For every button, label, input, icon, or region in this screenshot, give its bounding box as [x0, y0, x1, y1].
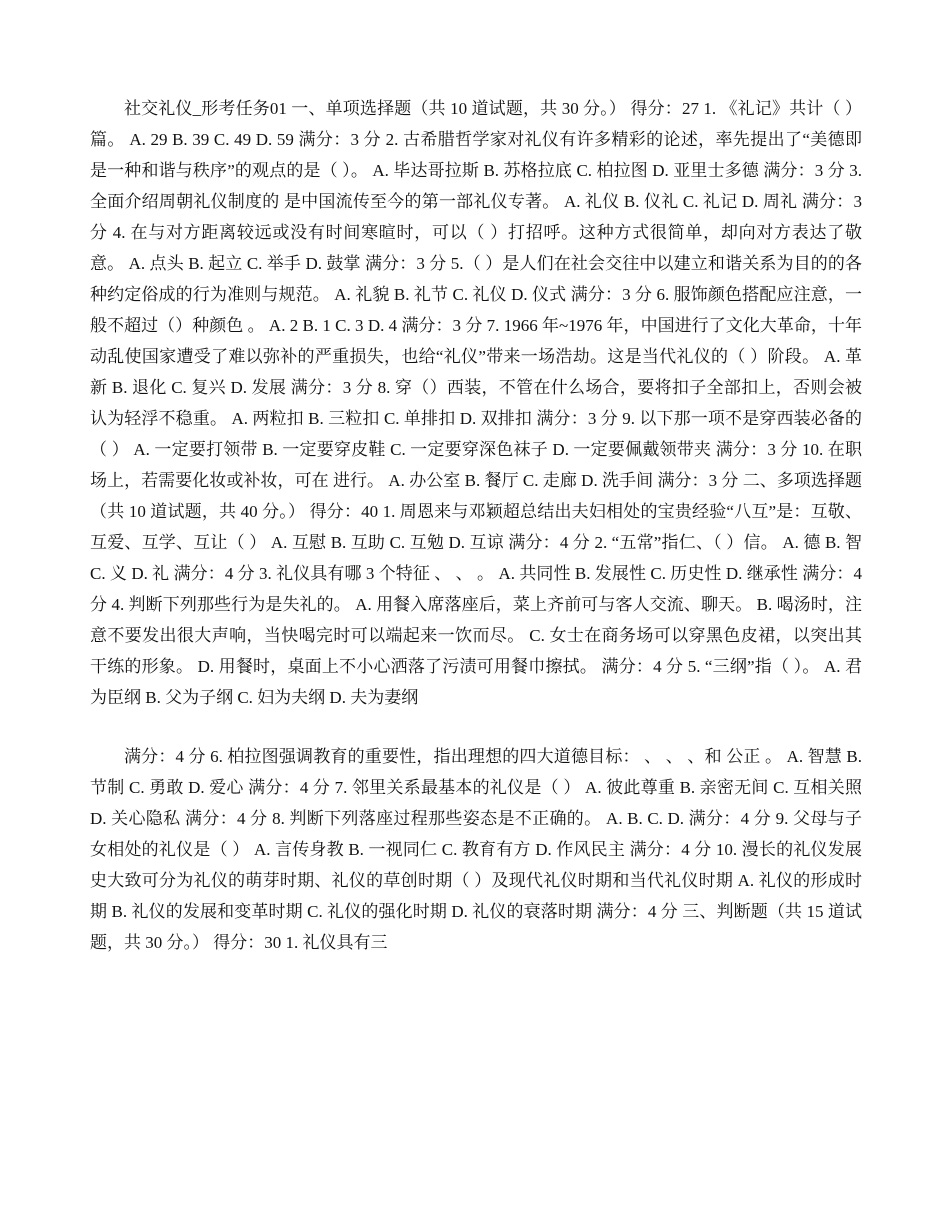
document-page [90, 93, 862, 958]
paragraph-single-and-multi-choice: 社交礼仪_形考任务01 一、单项选择题（共 10 道试题，共 30 分。） 得分：27 1. 《礼记》共计（ ）篇。 A. 29 B. 39 C. 49 D. 59 满分：3 分 2. 古希腊哲学家对礼仪有许多精彩的论述，率先提出了“美德即是一种和谐与秩序”的观点的是（ ）。 A. 毕达哥拉斯 B. 苏格拉底 C. 柏拉图 D. 亚里士多德 满分：3 分 3. 全面介绍周朝礼仪制度的 是中国流传至今的第一部礼仪专著。 A. 礼仪 B. 仪礼 C. 礼记 D. 周礼 满分：3 分 4. 在与对方距离较远或没有时间寒暄时，可以（ ）打招呼。这种方式很简单，却向对方表达了敬意。 A. 点头 B. 起立 C. 举手 D. 鼓掌 满分：3 分 5.（ ）是人们在社会交往中以建立和谐关系为目的的各种约定俗成的行为准则与规范。 A. 礼貌 B. 礼节 C. 礼仪 D. 仪式 满分：3 分 6. 服饰颜色搭配应注意，一般不超过（）种颜色 。 A. 2 B. 1 C. 3 D. 4 满分：3 分 7. 1966 年~1976 年，中国进行了文化大革命，十年动乱使国家遭受了难以弥补的严重损失，也给“礼仪”带来一场浩劫。这是当代礼仪的（ ）阶段。 A. 革新 B. 退化 C. 复兴 D. 发展 满分：3 分 8. 穿（）西装，不管在什么场合，要将扣子全部扣上，否则会被认为轻浮不稳重。 A. 两粒扣 B. 三粒扣 C. 单排扣 D. 双排扣 满分：3 分 9. 以下那一项不是穿西装必备的（ ） A. 一定要打领带 B. 一定要穿皮鞋 C. 一定要穿深色袜子 D. 一定要佩戴领带夹 满分：3 分 10. 在职场上，若需要化妆或补妆，可在 进行。 A. 办公室 B. 餐厅 C. 走廊 D. 洗手间 满分：3 分 二、多项选择题（共 10 道试题，共 40 分。） 得分：40 1. 周恩来与邓颖超总结出夫妇相处的宝贵经验“八互”是：互敬、互爱、互学、互让（ ） A. 互慰 B. 互助 C. 互勉 D. 互谅 满分：4 分 2. “五常”指仁、（ ）信。 A. 德 B. 智 C. 义 D. 礼 满分：4 分 3. 礼仪具有哪 3 个特征 、 、 。 A. 共同性 B. 发展性 C. 历史性 D. 继承性 满分：4 分 4. 判断下列那些行为是失礼的。 A. 用餐入席落座后，菜上齐前可与客人交流、聊天。 B. 喝汤时，注意不要发出很大声响，当快喝完时可以端起来一饮而尽。 C. 女士在商务场可以穿黑色皮裙，以突出其干练的形象。 D. 用餐时，桌面上不小心洒落了污渍可用餐巾擦拭。 满分：4 分 5. “三纲”指（ ）。 A. 君为臣纲 B. 父为子纲 C. 妇为夫纲 D. 夫为妻纲 [90, 99, 862, 707]
paragraph-continued: 满分：4 分 6. 柏拉图强调教育的重要性，指出理想的四大道德目标： 、 、 、和 公正 。 A. 智慧 B. 节制 C. 勇敢 D. 爱心 满分：4 分 7. 邻里关系最基本的礼仪是（ ） A. 彼此尊重 B. 亲密无间 C. 互相关照 D. 关心隐私 满分：4 分 8. 判断下列落座过程那些姿态是不正确的。 A. B. C. D. 满分：4 分 9. 父母与子女相处的礼仪是（ ） A. 言传身教 B. 一视同仁 C. 教育有方 D. 作风民主 满分：4 分 10. 漫长的礼仪发展史大致可分为礼仪的萌芽时期、礼仪的草创时期（ ）及现代礼仪时期和当代礼仪时期 A. 礼仪的形成时期 B. 礼仪的发展和变革时期 C. 礼仪的强化时期 D. 礼仪的衰落时期 满分：4 分 三、判断题（共 15 道试题，共 30 分。） 得分：30 1. 礼仪具有三 [90, 747, 862, 952]
